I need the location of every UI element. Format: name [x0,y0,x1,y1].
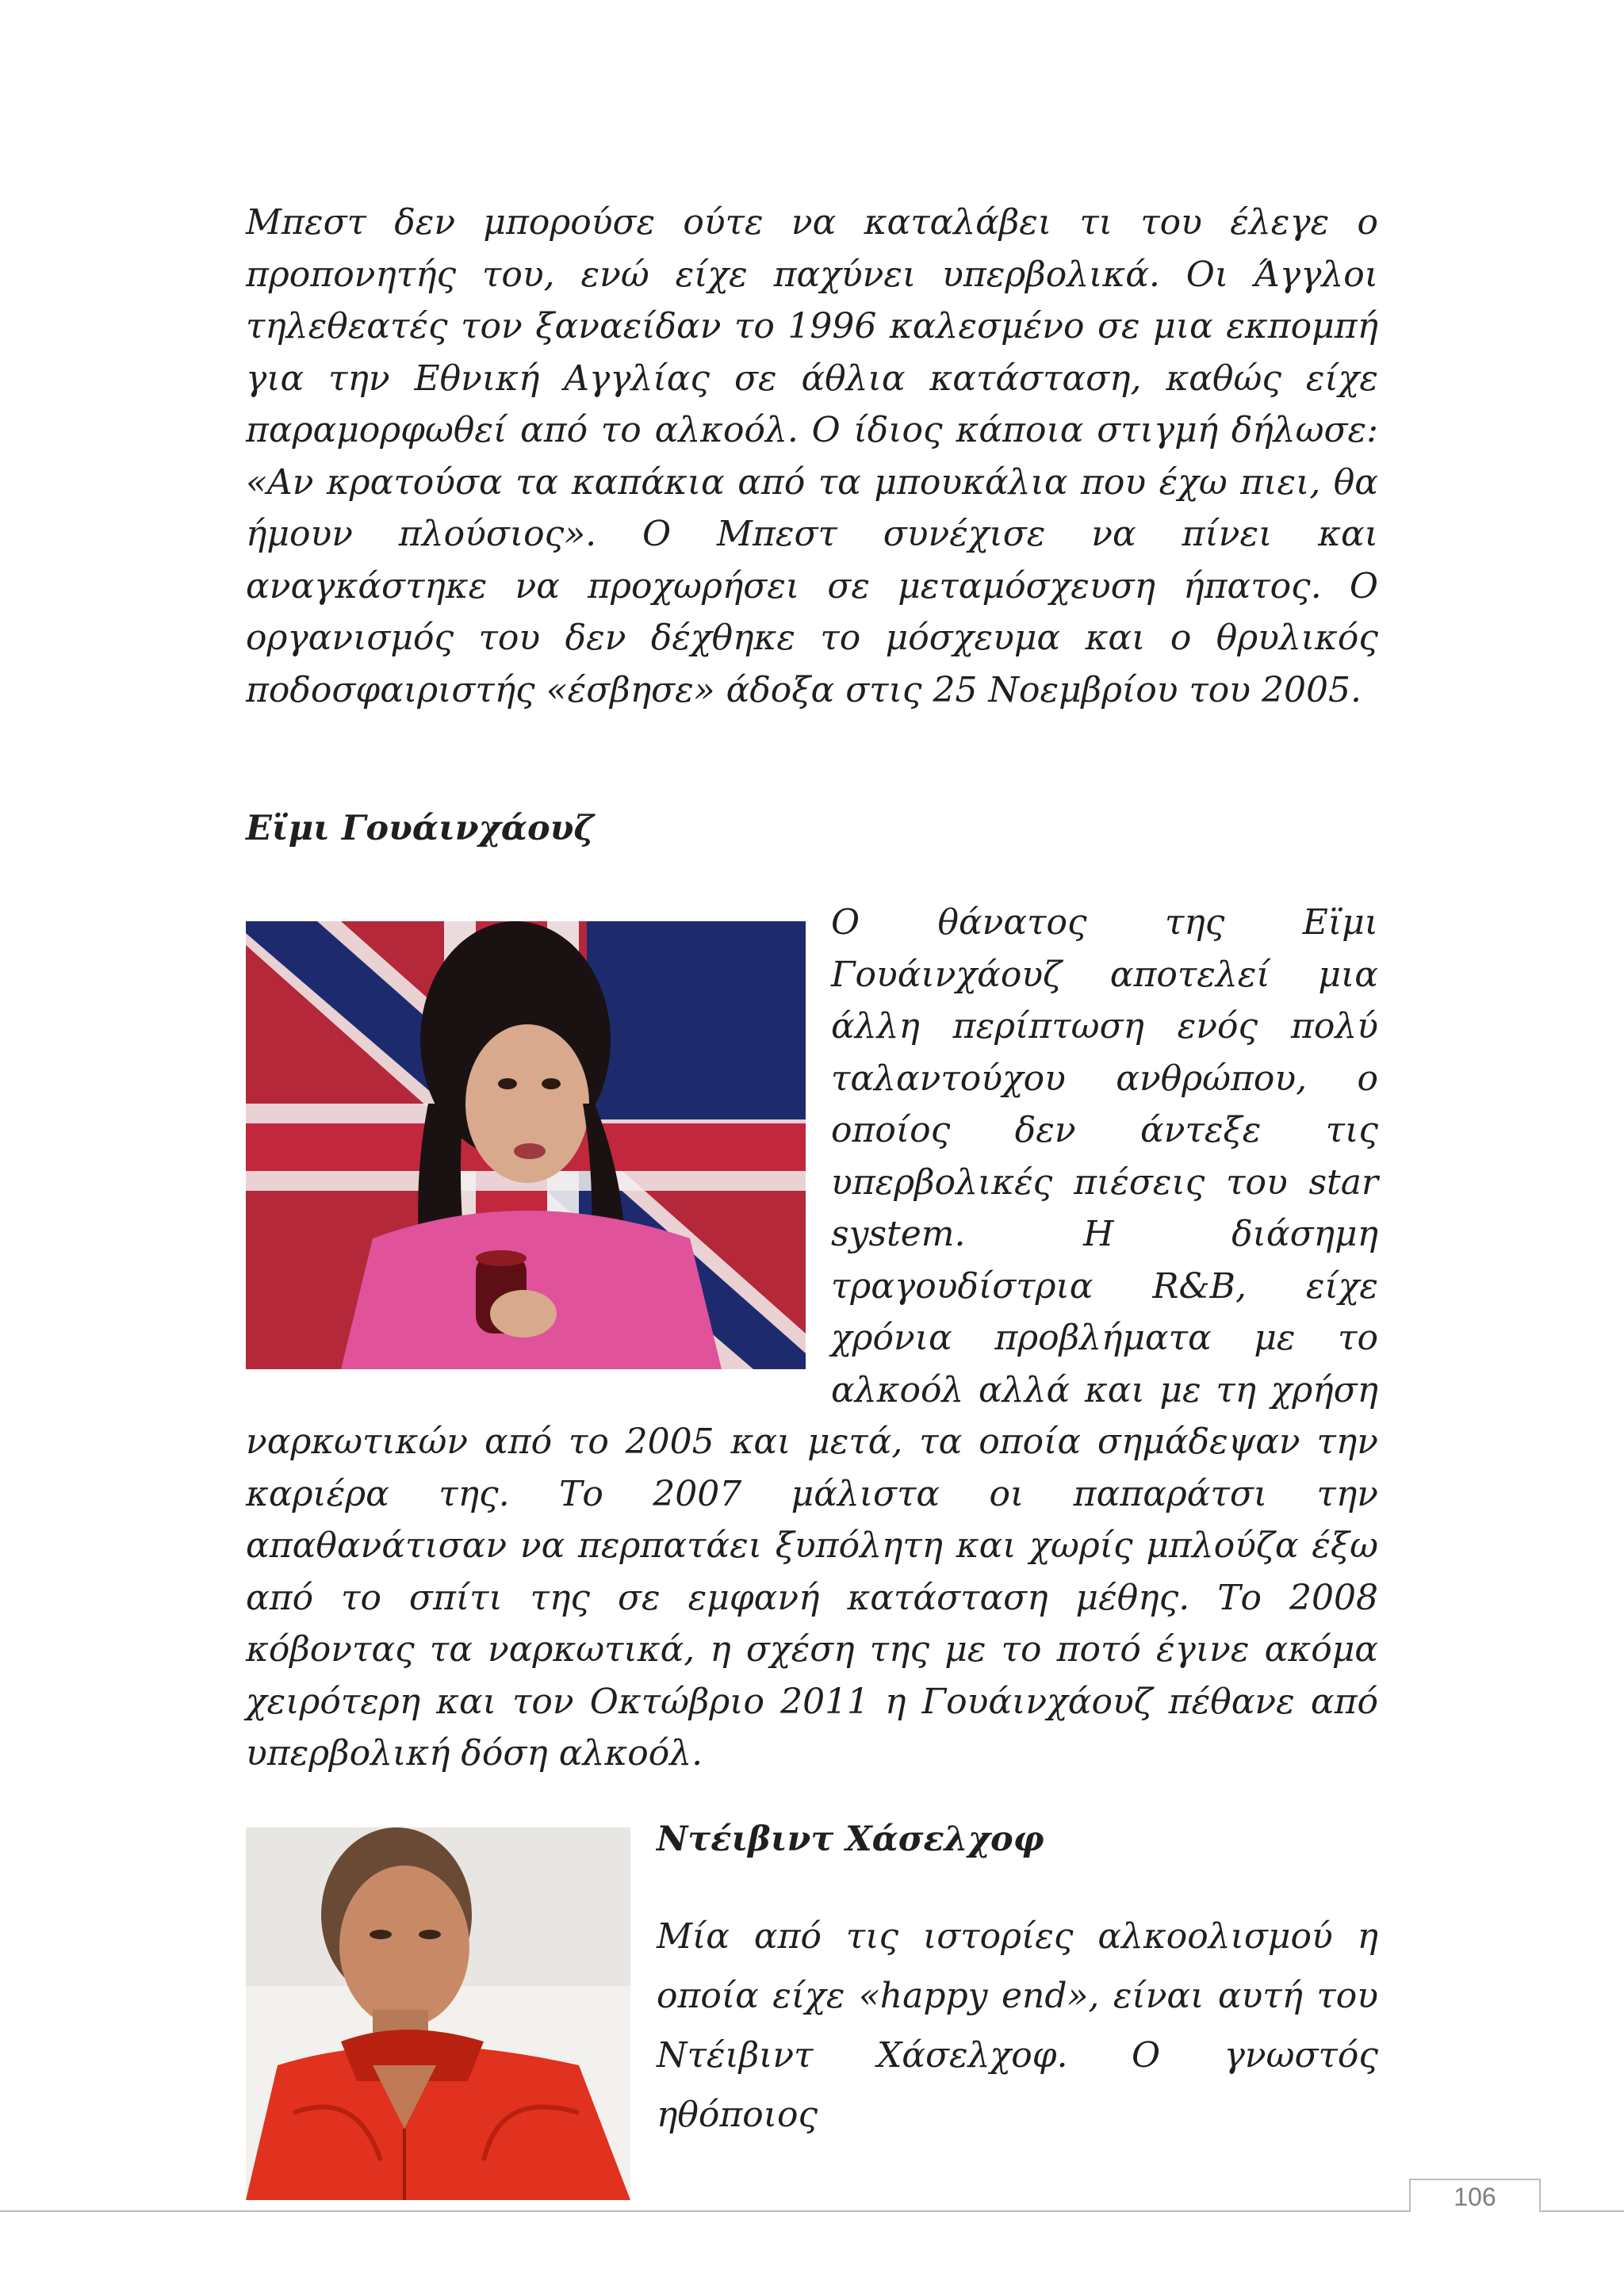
heading-david-hasselhoff: Ντέιβιντ Χάσελχοφ [657,1820,1044,1859]
david-hasselhoff-photo [246,1827,630,2200]
paragraph-amy-winehouse-text: Ο θάνατος της Εϊμι Γουάινχάουζ αποτελεί μια άλλη περίπτωση ενός πολύ ταλαντούχου ανθρώπου, ο οποίος δεν άντεξε τις υπερβολικές πιέσεις του star system. Η διάσημη τραγουδίστρια R&B, είχε χρόνια προβλήματα με το αλκοόλ αλλά και με τη χρήση ναρκωτικών από το 2005 και μετά, τα οποία σημάδεψαν την καριέρα της. Το 2007 μάλιστα οι παπαράτσι την απαθανάτισαν να περπατάει ξυπόλητη και χωρίς μπλούζα έξω από το σπίτι της σε εμφανή κατάσταση μέθης. Το 2008 κόβοντας τα ναρκωτικά, η σχέση της με το ποτό έγινε ακόμα χειρότερη και τον Οκτώβριο 2011 η Γουάινχάουζ πέθανε από υπερβολική δόση αλκοόλ. [246,902,1378,1774]
footer-divider [0,2210,1624,2212]
paragraph-best: Μπεστ δεν μπορούσε ούτε να καταλάβει τι του έλεγε ο προπονητής του, ενώ είχε παχύνει υπερβολικά. Οι Άγγλοι τηλεθεατές τον ξαναείδαν το 1996 καλεσμένο σε μια εκπομπή για την Εθνική Αγγλίας σε άθλια κατάσταση, καθώς είχε παραμορφωθεί από το αλκοόλ. Ο ίδιος κάποια στιγμή δήλωσε: «Αν κρατούσα τα καπάκια από τα μπουκάλια που έχω πιει, θα ήμουν πλούσιος». Ο Μπεστ συνέχισε να πίνει και αναγκάστηκε να προχωρήσει σε μεταμόσχευση ήπατος. Ο οργανισμός του δεν δέχθηκε το μόσχευμα και ο θρυλικός ποδοσφαιριστής «έσβησε» άδοξα στις 25 Νοεμβρίου του 2005. [246,202,1378,710]
heading-amy-winehouse: Εϊμι Γουάινχάουζ [246,809,594,848]
page-number: 106 [1409,2179,1541,2212]
paragraph-amy-winehouse [246,897,1378,1780]
paragraph-david-hasselhoff: Μία από τις ιστορίες αλκοολισμού η οποία είχε «happy end», είναι αυτή του Ντέιβιντ Χάσελχοφ. Ο γνωστός ηθόποιος [657,1916,1378,2135]
